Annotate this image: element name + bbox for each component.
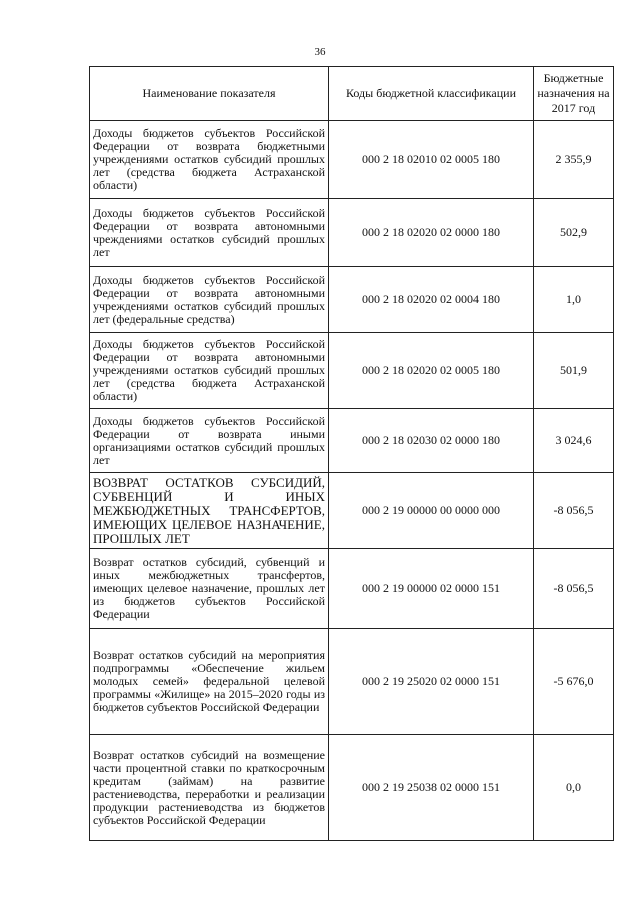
- row-amount: 1,0: [534, 267, 614, 333]
- row-code: 000 2 18 02020 02 0004 180: [329, 267, 534, 333]
- table-row: [90, 333, 614, 409]
- row-name: Возврат остатков субсидий на возмещение части процентной ставки по краткосрочным кредитам (займам) на развитие растениеводства, переработки и реализации продукции растениеводства из бюджетов субъектов Российской Федерации: [90, 735, 329, 841]
- row-code: 000 2 18 02030 02 0000 180: [329, 409, 534, 473]
- row-amount: -8 056,5: [534, 473, 614, 549]
- table-row: [90, 735, 614, 841]
- table-row: [90, 549, 614, 629]
- budget-table: [89, 66, 614, 841]
- row-name: Возврат остатков субсидий, субвенций и иных межбюджетных трансфертов, имеющих целевое назначение, прошлых лет из бюджетов субъектов Российской Федерации: [90, 549, 329, 629]
- table-row: [90, 121, 614, 199]
- table-row: [90, 199, 614, 267]
- row-code: 000 2 19 25038 02 0000 151: [329, 735, 534, 841]
- row-code: 000 2 18 02020 02 0000 180: [329, 199, 534, 267]
- row-name: Доходы бюджетов субъектов Российской Федерации от возврата иными организациями остатков субсидий прошлых лет: [90, 409, 329, 473]
- row-code: 000 2 19 00000 02 0000 151: [329, 549, 534, 629]
- row-amount: 502,9: [534, 199, 614, 267]
- table-row: [90, 267, 614, 333]
- row-amount: -5 676,0: [534, 629, 614, 735]
- row-name: Доходы бюджетов субъектов Российской Федерации от возврата автономными учреждениями остатков субсидий прошлых лет (средства бюджета Астраханской области): [90, 333, 329, 409]
- row-code: 000 2 18 02020 02 0005 180: [329, 333, 534, 409]
- row-amount: 2 355,9: [534, 121, 614, 199]
- header-amount: Бюджетные назначения на 2017 год: [534, 67, 614, 121]
- row-name: Доходы бюджетов субъектов Российской Федерации от возврата бюджетными учреждениями остатков субсидий прошлых лет (средства бюджета Астраханской области): [90, 121, 329, 199]
- header-name: Наименование показателя: [90, 67, 329, 121]
- row-amount: 0,0: [534, 735, 614, 841]
- page-number: 36: [314, 46, 326, 58]
- row-amount: -8 056,5: [534, 549, 614, 629]
- row-name: Возврат остатков субсидий на мероприятия подпрограммы «Обеспечение жильем молодых семей» федеральной целевой программы «Жилище» на 2015–2020 годы из бюджетов субъектов Российской Федерации: [90, 629, 329, 735]
- header-code: Коды бюджетной классификации: [329, 67, 534, 121]
- row-name: ВОЗВРАТ ОСТАТКОВ СУБСИДИЙ, СУБВЕНЦИЙ И ИНЫХ МЕЖБЮДЖЕТНЫХ ТРАНСФЕРТОВ, ИМЕЮЩИХ ЦЕЛЕВОЕ НАЗНАЧЕНИЕ, ПРОШЛЫХ ЛЕТ: [90, 473, 329, 549]
- row-code: 000 2 19 25020 02 0000 151: [329, 629, 534, 735]
- row-code: 000 2 19 00000 00 0000 000: [329, 473, 534, 549]
- table-row: [90, 473, 614, 549]
- table-row: [90, 409, 614, 473]
- table-header-row: [90, 67, 614, 121]
- row-name: Доходы бюджетов субъектов Российской Федерации от возврата автономными чреждениями остатков субсидий прошлых лет: [90, 199, 329, 267]
- table-row: [90, 629, 614, 735]
- row-amount: 501,9: [534, 333, 614, 409]
- row-code: 000 2 18 02010 02 0005 180: [329, 121, 534, 199]
- row-amount: 3 024,6: [534, 409, 614, 473]
- row-name: Доходы бюджетов субъектов Российской Федерации от возврата автономными учреждениями остатков субсидий прошлых лет (федеральные средства): [90, 267, 329, 333]
